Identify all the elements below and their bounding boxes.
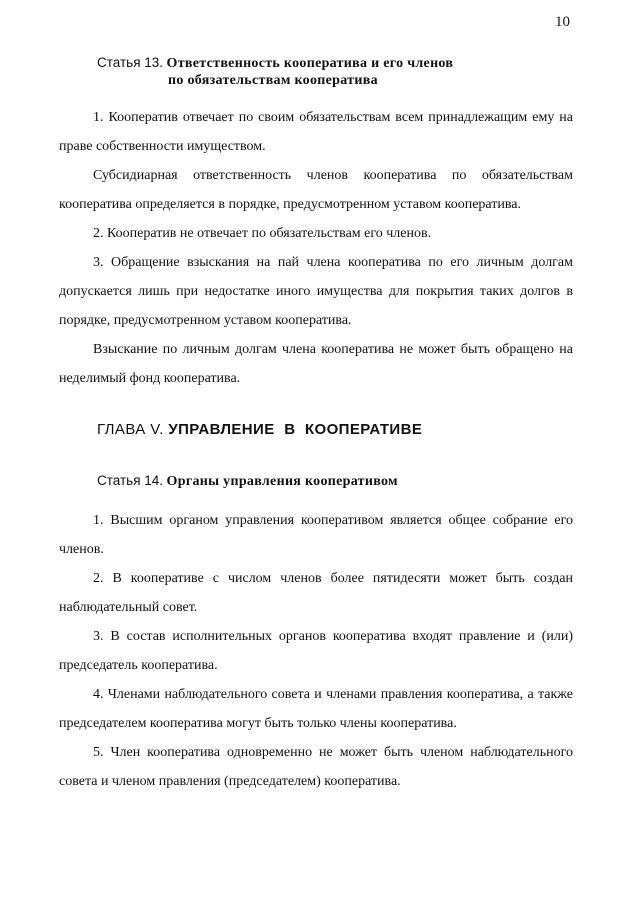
chapter-5-title: УПРАВЛЕНИЕ В КООПЕРАТИВЕ — [168, 421, 423, 438]
article-14-paragraph-1: 1. Высшим органом управления кооперативом является общее собрание его членов. — [59, 513, 573, 557]
article-13-heading — [97, 54, 453, 89]
article-13-paragraph-4: 3. Обращение взыскания на пай члена кооператива по его личным долгам допускается лишь при недостатке иного имущества для покрытия таких долгов в порядке, предусмотренном уставом кооператива. — [59, 255, 573, 328]
article-14-lead: Статья 14. — [97, 473, 164, 488]
article-13-paragraph-2: Субсидиарная ответственность членов кооператива по обязательствам кооператива определяется в порядке, предусмотренном уставом кооператива. — [59, 168, 573, 212]
article-13-paragraph-5: Взыскание по личным долгам члена кооператива не может быть обращено на неделимый фонд кооператива. — [59, 342, 573, 386]
article-13-title-line2: по обязательствам кооператива — [168, 73, 378, 88]
article-13-lead: Статья 13. — [97, 55, 164, 70]
article-14-paragraph-5: 5. Член кооператива одновременно не может быть членом наблюдательного совета и членом правления (председателем) кооператива. — [59, 745, 573, 789]
page-number: 10 — [555, 14, 570, 30]
chapter-5-prefix: ГЛАВА V. — [97, 421, 164, 438]
article-14-paragraph-2: 2. В кооперативе с числом членов более пятидесяти может быть создан наблюдательный совет. — [59, 571, 573, 615]
article-13-title-line1: Ответственность кооператива и его членов — [166, 56, 454, 71]
article-14-paragraph-3: 3. В состав исполнительных органов кооператива входят правление и (или) председатель кооператива. — [59, 629, 573, 673]
article-13-paragraph-1: 1. Кооператив отвечает по своим обязательствам всем принадлежащим ему на праве собственности имуществом. — [59, 110, 573, 154]
article-13-paragraph-3: 2. Кооператив не отвечает по обязательствам его членов. — [93, 226, 432, 241]
article-14-heading — [97, 472, 398, 490]
chapter-5-heading — [97, 421, 422, 438]
article-14-title: Органы управления кооперативом — [166, 474, 398, 489]
article-14-paragraph-4: 4. Членами наблюдательного совета и членами правления кооператива, а также председателем кооператива могут быть только члены кооператива. — [59, 687, 573, 731]
